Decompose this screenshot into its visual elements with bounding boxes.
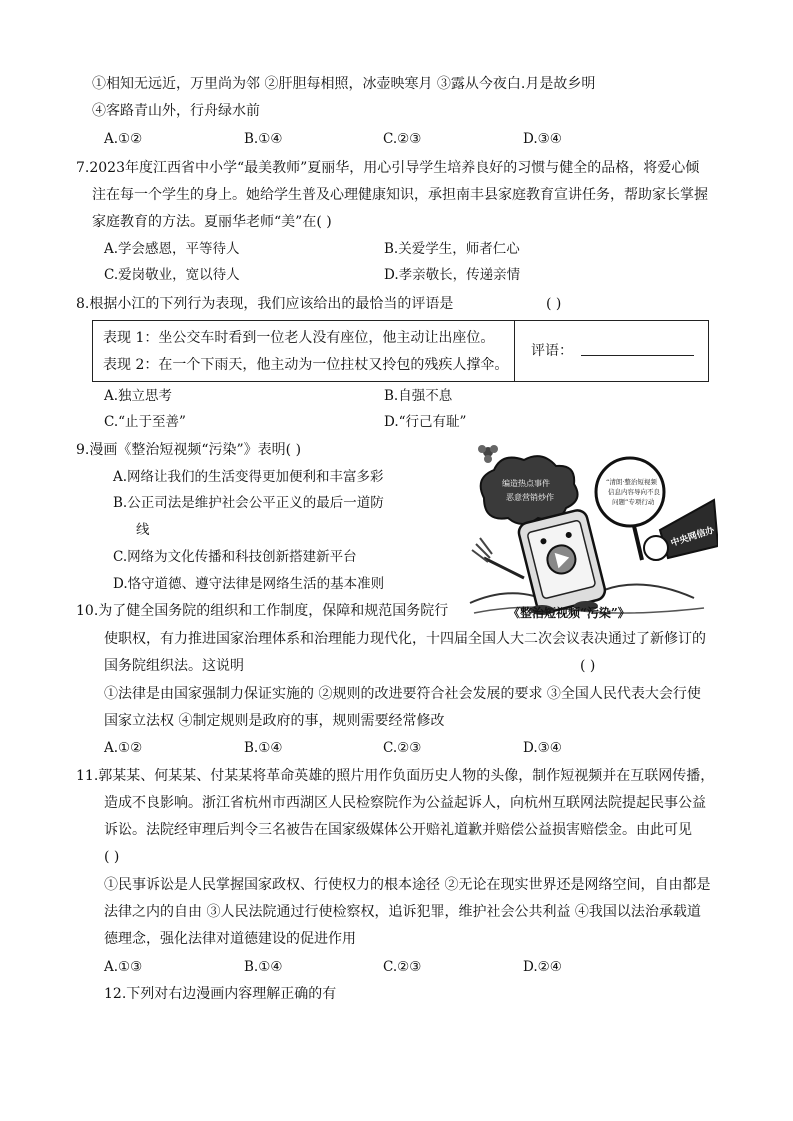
q6-statements-line-1: ①相知无远近，万里尚为邻 ②肝胆每相照，冰壶映寒月 ③露从今夜白.月是故乡明: [92, 76, 596, 92]
q10-answer-paren: ( ): [580, 658, 596, 674]
q9-option-b-cont: 线: [136, 522, 150, 538]
q10-stem-line-3: 国务院组织法。这说明: [104, 658, 244, 674]
sign-label-2: 信息内容导向不良: [608, 488, 660, 496]
q10-statements-line-2: 国家立法权 ④制定规则是政府的事，规则需要经常修改: [104, 713, 445, 729]
table-divider: [514, 321, 515, 381]
q7-stem-line-3: 家庭教育的方法。夏丽华老师“美”在( ): [92, 214, 332, 230]
q8-behavior-table: [92, 320, 709, 382]
q9-option-d: D.恪守道德、遵守法律是网络生活的基本准则: [113, 576, 385, 592]
q10-option-c: C.②③: [383, 740, 422, 756]
q8-option-b: B.自强不息: [384, 388, 453, 404]
cartoon-caption: 《整治短视频“污染”》: [508, 606, 630, 620]
sleeve-label: 中央网信办: [669, 525, 716, 549]
q8-stem: 8.根据小江的下列行为表现，我们应该给出的最恰当的评语是: [76, 296, 454, 312]
q11-option-a: A.①③: [104, 959, 143, 975]
cloud-label-1: 编造热点事件: [502, 479, 550, 488]
q6-option-b: B.①④: [244, 131, 283, 147]
q10-statements-line-1: ①法律是由国家强制力保证实施的 ②规则的改进要符合社会发展的要求 ③全国人民代表大会行使: [104, 686, 701, 702]
q10-stem-line-1: 10.为了健全国务院的组织和工作制度，保障和规范国务院行: [76, 603, 449, 619]
q11-stem-line-2: 造成不良影响。浙江省杭州市西湖区人民检察院作为公益起诉人，向杭州互联网法院提起民事公益: [104, 795, 706, 811]
q8-option-c: C.“止于至善”: [104, 414, 186, 430]
q10-option-b: B.①④: [244, 740, 283, 756]
q10-stem-line-2: 使职权，有力推进国家治理体系和治理能力现代化，十四届全国人大二次会议表决通过了新修订的: [104, 631, 706, 647]
q8-table-row-2: 表现 2：在一个下雨天，他主动为一位拄杖又拎包的残疾人撑伞。: [103, 357, 509, 373]
q11-statements-line-1: ①民事诉讼是人民掌握国家政权、行使权力的根本途径 ②无论在现实世界还是网络空间，自由都是: [104, 877, 711, 893]
short-video-pollution-cartoon: [464, 438, 718, 626]
q8-table-row-1: 表现 1：坐公交车时看到一位老人没有座位，他主动让出座位。: [103, 330, 495, 346]
q12-stem: 12.下列对右边漫画内容理解正确的有: [104, 986, 337, 1002]
q7-stem-line-1: 7.2023年度江西省中小学“最美教师”夏丽华，用心引导学生培养良好的习惯与健全的品格，将爱心倾: [76, 160, 700, 176]
q8-option-d: D.“行己有耻”: [384, 414, 467, 430]
q8-option-a: A.独立思考: [104, 388, 173, 404]
q9-option-b: B.公正司法是维护社会公平正义的最后一道防: [113, 495, 384, 511]
q11-statements-line-2: 法律之内的自由 ③人民法院通过行使检察权，追诉犯罪，维护社会公共利益 ④我国以法治承载道: [104, 904, 701, 920]
q8-answer-paren: ( ): [546, 296, 562, 312]
q7-stem-line-2: 注在每一个学生的身上。她给学生普及心理健康知识，承担南丰县家庭教育宣讲任务，帮助家长掌握: [92, 187, 708, 203]
q9-stem: 9.漫画《整治短视频“污染”》表明( ): [76, 442, 302, 458]
q11-statements-line-3: 德理念，强化法律对道德建设的促进作用: [104, 931, 356, 947]
q10-option-d: D.③④: [523, 740, 562, 756]
q8-comment-blank: [581, 355, 694, 356]
q6-option-c: C.②③: [383, 131, 422, 147]
q11-option-b: B.①④: [244, 959, 283, 975]
q7-option-d: D.孝亲敬长，传递亲情: [384, 267, 521, 283]
sign-label: “清朗·整治短视频: [606, 478, 657, 486]
q10-option-a: A.①②: [104, 740, 143, 756]
q6-option-a: A.①②: [104, 131, 143, 147]
q6-statements-line-2: ④客路青山外，行舟绿水前: [92, 103, 260, 119]
q8-comment-label: 评语：: [531, 343, 573, 359]
q11-stem-line-3: 诉讼。法院经审理后判令三名被告在国家级媒体公开赔礼道歉并赔偿公益损害赔偿金。由此可见: [104, 822, 692, 838]
q6-option-d: D.③④: [523, 131, 562, 147]
q7-option-c: C.爱岗敬业，宽以待人: [104, 267, 240, 283]
q9-option-c: C.网络为文化传播和科技创新搭建新平台: [113, 549, 357, 565]
q9-option-a: A.网络让我们的生活变得更加便利和丰富多彩: [113, 469, 384, 485]
q11-answer-paren: ( ): [104, 849, 120, 865]
q7-option-a: A.学会感恩，平等待人: [104, 241, 240, 257]
cloud-label-2: 恶意营销炒作: [506, 493, 554, 502]
sign-label-3: 问题”专项行动: [612, 498, 655, 506]
q7-option-b: B.关爱学生，师者仁心: [384, 241, 520, 257]
q11-option-c: C.②③: [383, 959, 422, 975]
q11-option-d: D.②④: [523, 959, 562, 975]
q11-stem-line-1: 11.郭某某、何某某、付某某将革命英雄的照片用作负面历史人物的头像，制作短视频并在互联网传播，: [76, 768, 715, 784]
